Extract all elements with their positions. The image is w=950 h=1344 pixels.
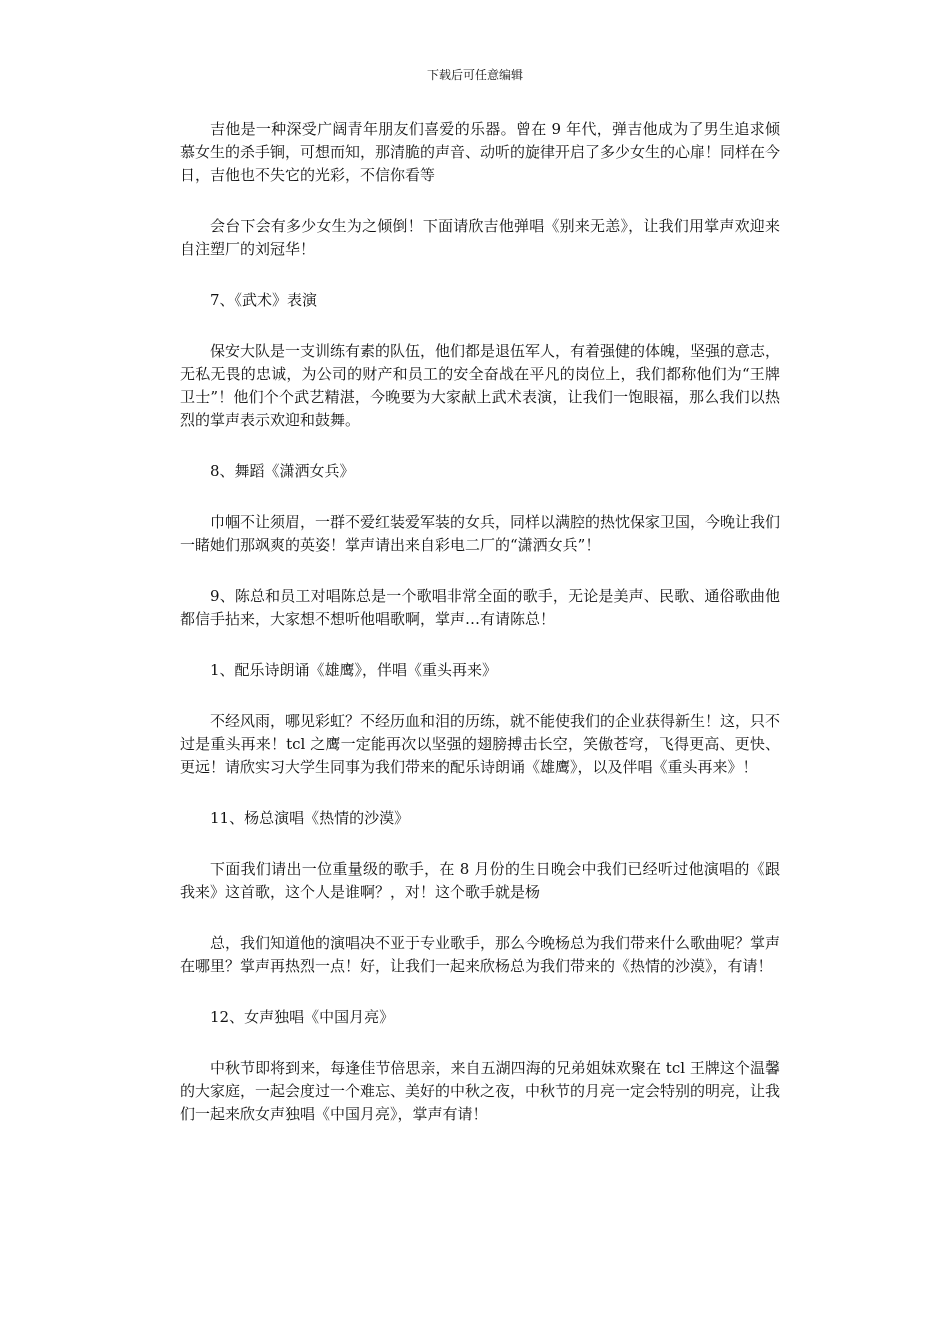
program-heading-7: 7、《武术》表演 (210, 291, 318, 309)
paragraph-female-soldiers: 巾帼不让须眉，一群不爱红装爱军装的女兵，同样以满腔的热忱保家卫国，今晚让我们一睹她们那飒爽的英姿！掌声请出来自彩电二厂的“潇洒女兵”！ (180, 513, 781, 554)
page-header: 下载后可任意编辑 (426, 68, 523, 82)
program-heading-8: 8、舞蹈《潇洒女兵》 (210, 462, 355, 480)
paragraph-mid-autumn: 中秋节即将到来，每逢佳节倍思亲，来自五湖四海的兄弟姐妹欢聚在 tcl 王牌这个温馨的大家庭，一起会度过一个难忘、美好的中秋之夜，中秋节的月亮一定会特别的明亮，让我们一起来欣女声独唱《中国月亮》，掌声有请！ (180, 1059, 781, 1123)
paragraph-singer-intro: 下面我们请出一位重量级的歌手，在 8 月份的生日晚会中我们已经听过他演唱的《跟我来》这首歌，这个人是谁啊？，对！这个歌手就是杨 (180, 860, 780, 901)
paragraph-martial-arts: 保安大队是一支训练有素的队伍，他们都是退伍军人，有着强健的体魄，坚强的意志，无私无畏的忠诚，为公司的财产和员工的安全奋战在平凡的岗位上，我们都称他们为“王牌卫士”！他们个个武艺精湛，今晚要为大家献上武术表演，让我们一饱眼福，那么我们以热烈的掌声表示欢迎和鼓舞。 (180, 342, 781, 429)
paragraph-guitar-performer: 会台下会有多少女生为之倾倒！下面请欣吉他弹唱《别来无恙》，让我们用掌声欢迎来自注塑厂的刘冠华！ (180, 217, 780, 258)
program-heading-12: 12、女声独唱《中国月亮》 (210, 1008, 395, 1026)
paragraph-singer-performance: 总，我们知道他的演唱决不亚于专业歌手，那么今晚杨总为我们带来什么歌曲呢？掌声在哪里？掌声再热烈一点！好，让我们一起来欣杨总为我们带来的《热情的沙漠》，有请！ (180, 934, 781, 975)
program-heading-11: 11、杨总演唱《热情的沙漠》 (210, 809, 410, 827)
program-heading-1: 1、配乐诗朗诵《雄鹰》，伴唱《重头再来》 (210, 661, 498, 679)
paragraph-guitar-intro: 吉他是一种深受广阔青年朋友们喜爱的乐器。曾在 9 年代，弹吉他成为了男生追求倾慕女生的杀手锏，可想而知，那清脆的声音、动听的旋律开启了多少女生的心扉！同样在今日，吉他也不失它的光彩，不信你看等 (180, 120, 781, 184)
program-heading-9: 9、陈总和员工对唱陈总是一个歌唱非常全面的歌手，无论是美声、民歌、通俗歌曲他都信手拈来，大家想不想听他唱歌啊，掌声…有请陈总！ (180, 587, 780, 628)
paragraph-eagle-poem: 不经风雨，哪见彩虹？不经历血和泪的历练，就不能使我们的企业获得新生！这，只不过是重头再来！tcl 之鹰一定能再次以坚强的翅膀搏击长空，笑傲苍穹，飞得更高、更快、更远！请欣实习大学生同事为我们带来的配乐诗朗诵《雄鹰》，以及伴唱《重头再来》！ (180, 712, 781, 776)
document-body (180, 118, 780, 1126)
